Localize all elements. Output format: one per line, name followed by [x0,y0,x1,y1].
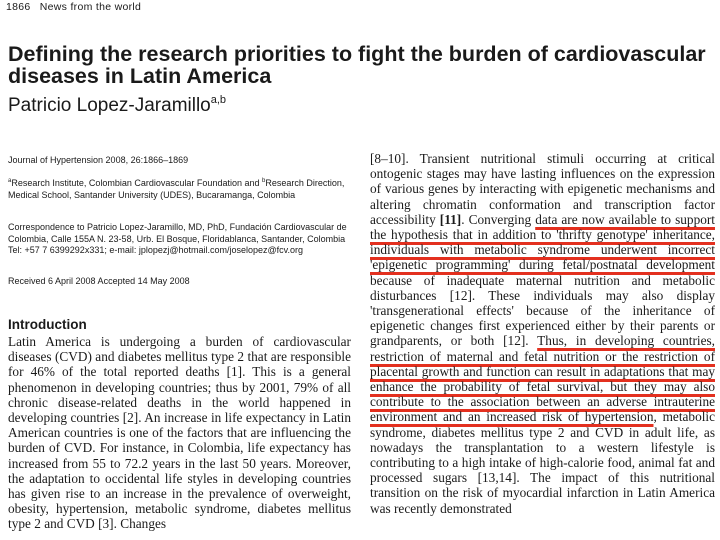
journal-section: News from the world [39,1,142,13]
section-heading: Introduction [8,317,87,332]
body-text: , metabolic syndrome, diabetes mellitus type 2 and CVD in adult life, as nowadays the transplantation to a western lifestyle is contributing to a high intake of high-calorie food, animal fat and processed sugars [13,14]. The impact of this nutritional transition on the risk of myocardial infarction in Latin America was recently demonstrated [370,409,715,516]
bold-reference: [11] [439,211,462,227]
author-affiliation-marks: a,b [210,94,227,106]
highlighted-passage: Thus, in developing countries, restriction of maternal and fetal nutrition or the restriction of placental growth and function can result in adaptations that may enhance the probability of fetal survival, but they may also contribute to the association between an adverse intrauterine environment and an increased risk of hypertension [370,333,715,425]
page-number: 1866 [6,1,31,13]
article-title: Defining the research priorities to fight the burden of cardiovascular diseases in Latin America [8,42,706,88]
affiliation-mark-b: b [261,178,266,184]
received-dates: Received 6 April 2008 Accepted 14 May 2008 [8,276,190,286]
running-header [6,1,141,13]
journal-citation: Journal of Hypertension 2008, 26:1866–1869 [8,155,189,165]
author-name: Patricio Lopez-Jaramillo [8,95,211,116]
affiliation-b: Research Direction, Medical School, Santander University (UDES), Bucaramanga, Colombia [8,178,345,200]
body-text: because of inadequate maternal nutrition and metabolic disturbances [12]. These individuals may also display 'transgenerational effects' because of the inheritance of epigenetic changes first experienced either by their parents or grandparents, or both [12]. [370,272,715,349]
correspondence: Correspondence to Patricio Lopez-Jaramillo, MD, PhD, Fundación Cardiovascular de Colombia, Calle 155A N. 23-58, Urb. El Bosque, Floridablanca, Santander, Colombia Tel: +57 7 6399292x331; e-mail: jplopezj@hotmail.com/joselopez@fcv.org [8,222,347,255]
highlighted-passage: data are now available to support the hypothesis that in addition to 'thrifty genotype' inheritance, individuals with metabolic syndrome underwent incorrect 'epigenetic programming' during fetal/postnatal development [370,211,715,273]
affiliation-mark-a: a [8,178,12,184]
right-column-text [370,151,715,540]
affiliations [8,176,348,201]
affiliation-a: Research Institute, Colombian Cardiovascular Foundation and [11,178,262,188]
body-text: . Converging [461,211,536,227]
body-text: [8–10]. Transient nutritional stimuli occurring at critical ontogenic stages may have lasting influences on the expression of various genes by interacting with epigenetic mechanisms and altering chromatin conformation and transcription factor accessibility [370,151,715,227]
author-line [8,89,226,117]
left-column-text: Latin America is undergoing a burden of cardiovascular diseases (CVD) and diabetes mellitus type 2 that are responsible for 46% of the total reported deaths [1]. This is a general phenomenon in developing countries; thus by 2001, 79% of all chronic disease-related deaths in the world happened in developing countries [2]. An increase in life expectancy in Latin American countries is one of the factors that are influencing the burden of CVD. For instance, in Colombia, life expectancy has increased from 55 to 72.2 years in the last 50 years. Moreover, the adaptation to occidental life styles in developing countries has given rise to an increase in the prevalence of overweight, obesity, hypertension, metabolic syndrome, diabetes mellitus type 2 and CVD [3]. Changes [8,334,351,532]
